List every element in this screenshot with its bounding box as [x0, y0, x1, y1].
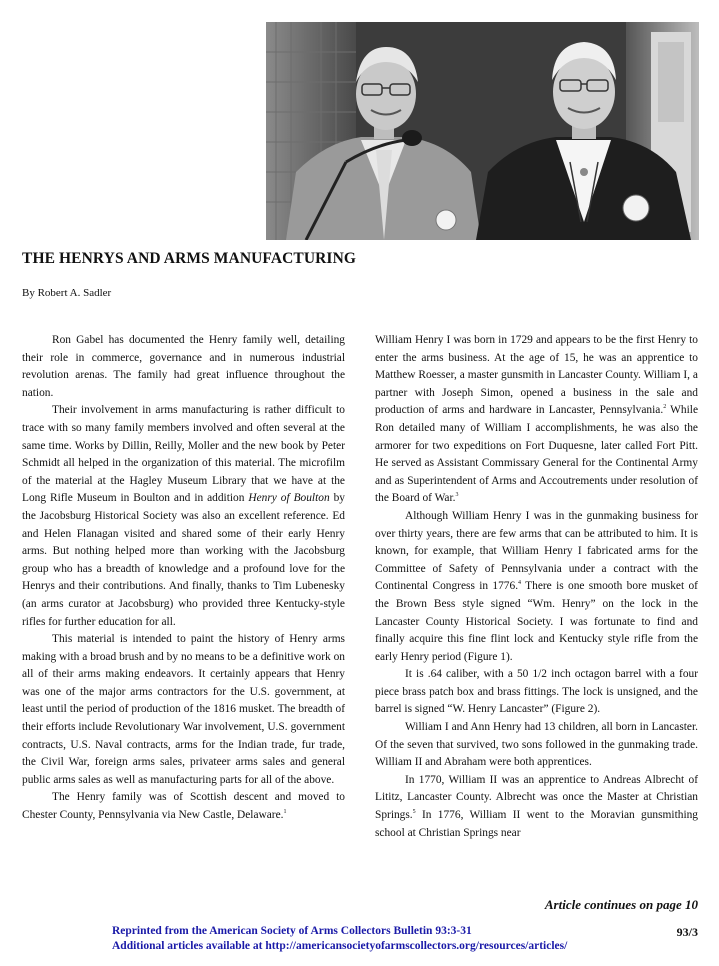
footnote-ref: 2 [663, 404, 667, 411]
footnote-ref: 3 [455, 492, 459, 499]
paragraph: Ron Gabel has documented the Henry family well, detailing their role in commerce, governance and in numerous industrial revolution arenas. The family had great influence throughout the nation. [22, 334, 345, 399]
left-column [22, 332, 345, 825]
paragraph: William I and Ann Henry had 13 children, all born in Lancaster. Of the seven that survived, two sons followed in the gunmaking trade. William II and Abraham were both apprentices. [375, 721, 698, 769]
photo-two-men [266, 22, 699, 240]
paragraph: This material is intended to paint the history of Henry arms making with a broad brush and by no means to be a definitive work on all of their arms making endeavors. It certainly appears that Henry was one of the major arms contractors for the U.S. government, at least until the period of production of the 1816 musket. The breadth of their efforts include Revolutionary War involvement, U.S. government contracts, U.S. Naval contracts, arms for the Indian trade, fur trade, the Civil War, foreign arms sales, privateer arms sales and general public arms sales as well as manufacturing parts for all of the above. [22, 633, 345, 786]
footnote-ref: 4 [518, 580, 522, 587]
paragraph: Although William Henry I was in the gunmaking business for over thirty years, there are few arms that can be attributed to him. It is known, for example, that William Henry I fabricated arms for the Committee of Safety of Pennsylvania under a contract with the Continental Congress in 1776.$^4$ There is one smooth bore musket of the Brown Bess style signed “Wm. Henry” on the lock in the Lancaster County Historical Society. I was fortunate to find and finally acquire this fine flint lock and Kentucky style rifle from the early Henry period (Figure 1). [375, 509, 698, 663]
article-photo [266, 22, 699, 240]
article-title: THE HENRYS AND ARMS MANUFACTURING [22, 250, 357, 267]
reprint-link[interactable]: Additional articles available at http://americansocietyofarmscollectors.org/resources/articles/ [112, 940, 568, 952]
reprint-source: Reprinted from the American Society of Arms Collectors Bulletin 93:3-31 [112, 925, 472, 937]
reprint-notice [112, 924, 567, 954]
paragraph: In 1770, William II was an apprentice to Andreas Albrecht of Lititz, Lancaster County. Albrecht was once the Master at Christian Springs.$^5$ In 1776, William II went to the Moravian gunsmithing school at Christian Springs near [375, 773, 698, 839]
footnote-ref: 1 [283, 809, 287, 816]
page-number: 93/3 [676, 925, 698, 939]
article-byline: By Robert A. Sadler [22, 287, 112, 299]
right-column [375, 332, 698, 842]
paragraph: William Henry I was born in 1729 and appears to be the first Henry to enter the arms business. At the age of 15, he was an apprentice to Matthew Roesser, a master gunsmith in Lancaster County. William I, a partner with Joseph Simon, opened a business in the sale and production of arms and hardware in Lancaster, Pennsylvania.$^2$ While Ron detailed many of William I accomplishments, he was also the armorer for two expeditions on Fort Duquesne, later called Fort Pitt. He served as Assistant Commissary General for the Continental Army and as Superintendent of Arms and Accoutrements under resolution of the Board of War.$^3$ [375, 334, 698, 505]
book-title: Henry of Boulton [248, 492, 330, 505]
paragraph: It is .64 caliber, with a 50 1/2 inch octagon barrel with a four piece brass patch box and brass fittings. The lock is unsigned, and the barrel is signed “W. Henry Lancaster” (Figure 2). [375, 668, 698, 716]
continued-note: Article continues on page 10 [544, 897, 698, 912]
paragraph: Their involvement in arms manufacturing is rather difficult to trace with so many family members involved and often several at the same time. Works by Dillin, Reilly, Moller and the new book by Peter Schmidt all helped in the organization of this material. The microfilm of the material at the Hagley Museum Library that we have at the Long Rifle Museum in Boulton and in addition Henry of Boulton by the Jacobsburg Historical Society was also an excellent reference. Ed and Helen Flanagan visited and shared some of their early Henry arms. But nothing helped more than working with the Jacobsburg group who has a breadth of knowledge and a profound love for the Henrys and their contributions. And finally, thanks to Tim Lubenesky (an arms curator at Jacobsburg) who provided three Kentucky-style rifles for further education for all. [22, 404, 345, 628]
footnote-ref: 5 [412, 809, 416, 816]
paragraph: The Henry family was of Scottish descent and moved to Chester County, Pennsylvania via New Castle, Delaware.$^1$ [22, 791, 345, 822]
